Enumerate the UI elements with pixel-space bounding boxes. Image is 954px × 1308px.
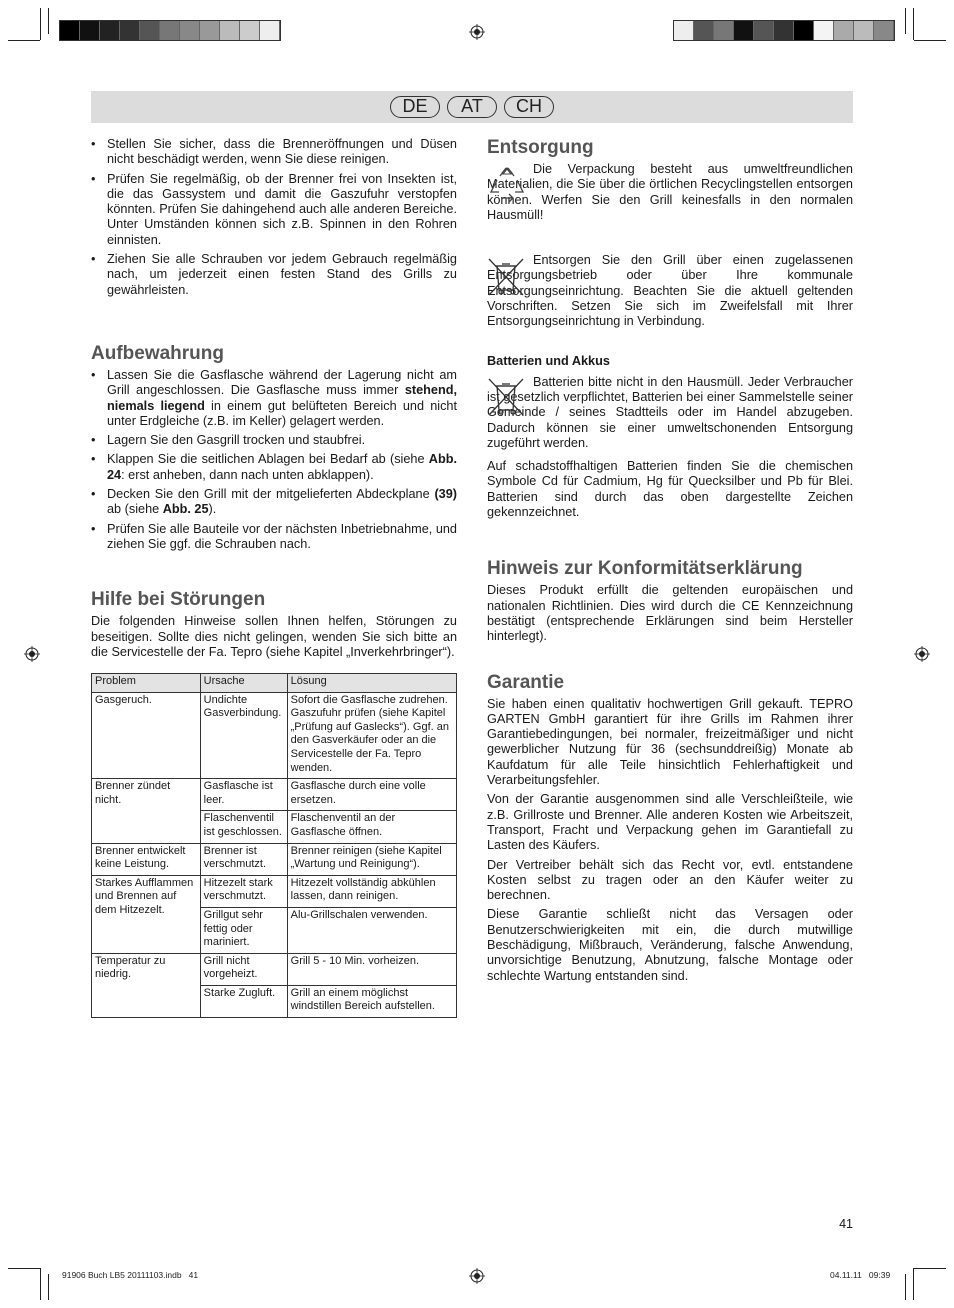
registration-mark-icon: [24, 646, 40, 662]
recycle-icon: [487, 165, 527, 205]
table-cell: Alu-Grillschalen verwenden.: [287, 907, 456, 953]
table-cell: Gasgeruch.: [92, 692, 201, 779]
section-heading-storage: Aufbewahrung: [91, 342, 224, 364]
table-cell: Flaschenventil an der Gasflasche öffnen.: [287, 811, 456, 843]
footer-date: 04.11.11 09:39: [830, 1270, 891, 1280]
batteries-block: [487, 375, 853, 451]
table-cell: Grill nicht vorgeheizt.: [200, 953, 287, 985]
list-item: • Lassen Sie die Gasflasche während der Lagerung nicht am Grill angeschlossen. Die Gasflasche muss immer stehend, niemals liegend in einem gut belüfteten Bereich und nicht unter Erdgleiche (z.B. im Keller) gelagert werden.: [91, 368, 457, 429]
troubleshooting-intro: Die folgenden Hinweise sollen Ihnen helfen, Störungen zu beseitigen. Sollte dies nicht gelingen, wenden Sie sich bitte an die Servicestelle der Fa. Tepro (siehe Kapitel „Inverkehrbringer“).: [91, 614, 457, 659]
section-heading-warranty: Garantie: [487, 671, 565, 693]
warranty-text: Von der Garantie ausgenommen sind alle Verschleißteile, wie z.B. Grillroste und Brenner. Alle anderen Kosten wie Arbeitszeit, Transport, Fracht und Verpackung gehen im Garantiefall zu Lasten des Käufers.: [487, 792, 853, 853]
list-item: • Klappen Sie die seitlichen Ablagen bei Bedarf ab (siehe Abb. 24: erst anheben, dann nach unten abklappen).: [91, 452, 457, 483]
disposal-grill-block: [487, 253, 853, 329]
table-cell: Brenner zündet nicht.: [92, 779, 201, 843]
table-cell: Gasflasche ist leer.: [200, 779, 287, 811]
table-cell: Temperatur zu niedrig.: [92, 953, 201, 1017]
troubleshooting-table: [91, 673, 457, 1018]
column-header: Lösung: [287, 674, 456, 693]
table-cell: Grill 5 - 10 Min. vorheizen.: [287, 953, 456, 985]
storage-list: [91, 368, 457, 552]
maintenance-list: [91, 137, 457, 298]
list-item: • Prüfen Sie alle Bauteile vor der nächsten Inbetriebnahme, und ziehen Sie ggf. die Schrauben nach.: [91, 522, 457, 553]
table-cell: Hitzezelt vollständig abkühlen lassen, dann reinigen.: [287, 875, 456, 907]
disposal-packaging-block: [487, 162, 853, 223]
conformity-text: Dieses Produkt erfüllt die geltenden europäischen und nationalen Richtlinien. Dies wird durch die CE Kennzeichnung bestätigt (entsprechende Erklärungen sind beim Hersteller hinterlegt).: [487, 583, 853, 644]
crossed-bin-icon: [487, 257, 525, 297]
batteries-symbols-text: Auf schadstoffhaltigen Batterien finden Sie die chemischen Symbole Cd für Cadmium, Hg für Quecksilber und Pb für Blei. Batterien sind durch das oben dargestellte Zeichen gekennzeichnet.: [487, 459, 853, 520]
table-row: [92, 692, 457, 779]
column-header: Problem: [92, 674, 201, 693]
table-cell: Brenner ist verschmutzt.: [200, 843, 287, 875]
right-column: [487, 137, 853, 984]
crossed-bin-icon: [487, 377, 525, 417]
list-item: • Lagern Sie den Gasgrill trocken und staubfrei.: [91, 433, 457, 448]
footer-file-info: 91906 Buch LB5 20111103.indb 41: [62, 1270, 199, 1280]
section-heading-troubleshooting: Hilfe bei Störungen: [91, 589, 266, 611]
table-header-row: [92, 674, 457, 693]
table-cell: Brenner entwickelt keine Leistung.: [92, 843, 201, 875]
registration-mark-icon: [469, 1268, 485, 1284]
warranty-text: Der Vertreiber behält sich das Recht vor, evtl. entstandene Kosten selbst zu tragen oder an den Käufer weiter zu berechnen.: [487, 857, 853, 903]
batteries-text: Batterien bitte nicht in den Hausmüll. Jeder Verbraucher ist gesetzlich verpflichtet, Batterien bei einer Sammelstelle seiner Gemeinde / seines Stadtteils oder im Handel abzugeben. Dadurch können sie einer umweltschonenden Entsorgung zugeführt werden.: [487, 374, 853, 450]
table-cell: Sofort die Gasflasche zudrehen. Gaszufuhr prüfen (siehe Kapitel „Prüfung auf Gaslecks“). Ggf. an den Gasverkäufer oder an die Servicestelle der Fa. Tepro wenden.: [287, 692, 456, 779]
table-row: [92, 843, 457, 875]
column-header: Ursache: [200, 674, 287, 693]
section-heading-conformity: Hinweis zur Konformitätserklärung: [487, 558, 803, 580]
section-heading-batteries: Batterien und Akkus: [487, 353, 610, 368]
registration-mark-icon: [469, 24, 485, 40]
table-row: [92, 779, 457, 811]
color-control-strip-right: [673, 20, 895, 41]
table-cell: Brenner reinigen (siehe Kapitel „Wartung und Reinigung“).: [287, 843, 456, 875]
table-cell: Starkes Aufflammen und Brennen auf dem Hitzezelt.: [92, 875, 201, 953]
page-number: 41: [839, 1217, 853, 1231]
disposal-packaging-text: Die Verpackung besteht aus umweltfreundlichen Materialien, die Sie über die örtlichen Recyclingstellen entsorgen können. Werfen Sie den Grill keinesfalls in den normalen Hausmüll!: [487, 162, 853, 222]
left-column: [91, 137, 457, 660]
table-cell: Starke Zugluft.: [200, 985, 287, 1017]
list-item: • Stellen Sie sicher, dass die Brenneröffnungen und Düsen nicht beschädigt werden, wenn Sie diese reinigen.: [91, 137, 457, 168]
warranty-text: Sie haben einen qualitativ hochwertigen Grill gekauft. TEPRO GARTEN GmbH garantiert für ihre Grills im Rahmen ihrer Garantiebedingungen, bei normaler, freizeitmäßiger und nicht gewerblicher Nutzung für 36 (sechsunddreißig) Monate ab Kaufdatum für alle Teile hinsichtlich Fehlerhaftigkeit und Verarbeitungsfehler.: [487, 696, 853, 788]
color-control-strip-left: [59, 20, 281, 41]
table-row: [92, 953, 457, 985]
table-cell: Grillgut sehr fettig oder mariniert.: [200, 907, 287, 953]
registration-mark-icon: [914, 646, 930, 662]
country-badge-at: AT: [447, 96, 497, 118]
list-item: • Decken Sie den Grill mit der mitgelieferten Abdeckplane (39) ab (siehe Abb. 25).: [91, 487, 457, 518]
table-cell: Grill an einem möglichst windstillen Bereich aufstellen.: [287, 985, 456, 1017]
section-heading-disposal: Entsorgung: [487, 137, 594, 158]
table-cell: Hitzezelt stark verschmutzt.: [200, 875, 287, 907]
disposal-grill-text: Entsorgen Sie den Grill über einen zugelassenen Entsorgungsbetrieb oder über Ihre kommunale Entsorgungseinrichtung. Beachten Sie die aktuell geltenden Vorschriften. Setzen Sie sich im Zweifelsfall mit Ihrer Entsorgungseinrichtung in Verbindung.: [487, 253, 853, 329]
list-item: • Ziehen Sie alle Schrauben vor jedem Gebrauch regelmäßig nach, um jederzeit einen festen Stand des Grills zu gewährleisten.: [91, 252, 457, 298]
table-cell: Undichte Gasverbindung.: [200, 692, 287, 779]
country-badge-de: DE: [390, 96, 440, 118]
table-cell: Gasflasche durch eine volle ersetzen.: [287, 779, 456, 811]
country-badge-ch: CH: [504, 96, 554, 118]
table-row: [92, 875, 457, 907]
table-cell: Flaschenventil ist geschlossen.: [200, 811, 287, 843]
warranty-text: Diese Garantie schließt nicht das Versagen oder Benutzerschwierigkeiten mit ein, die durch mutwillige Beschädigung, Mißbrauch, Veränderung, falsche Anwendung, unvorsichtige Benutzung, Abnutzung, falsche Montage oder schlechte Wartung entstanden sind.: [487, 907, 853, 983]
list-item: • Prüfen Sie regelmäßig, ob der Brenner frei von Insekten ist, die das Gassystem und damit die Gaszufuhr verstopfen könnten. Prüfen Sie dahingehend auch alle anderen Bereiche. Unter Umständen können sich z.B. Spinnen in den Rohren einnisten.: [91, 172, 457, 248]
